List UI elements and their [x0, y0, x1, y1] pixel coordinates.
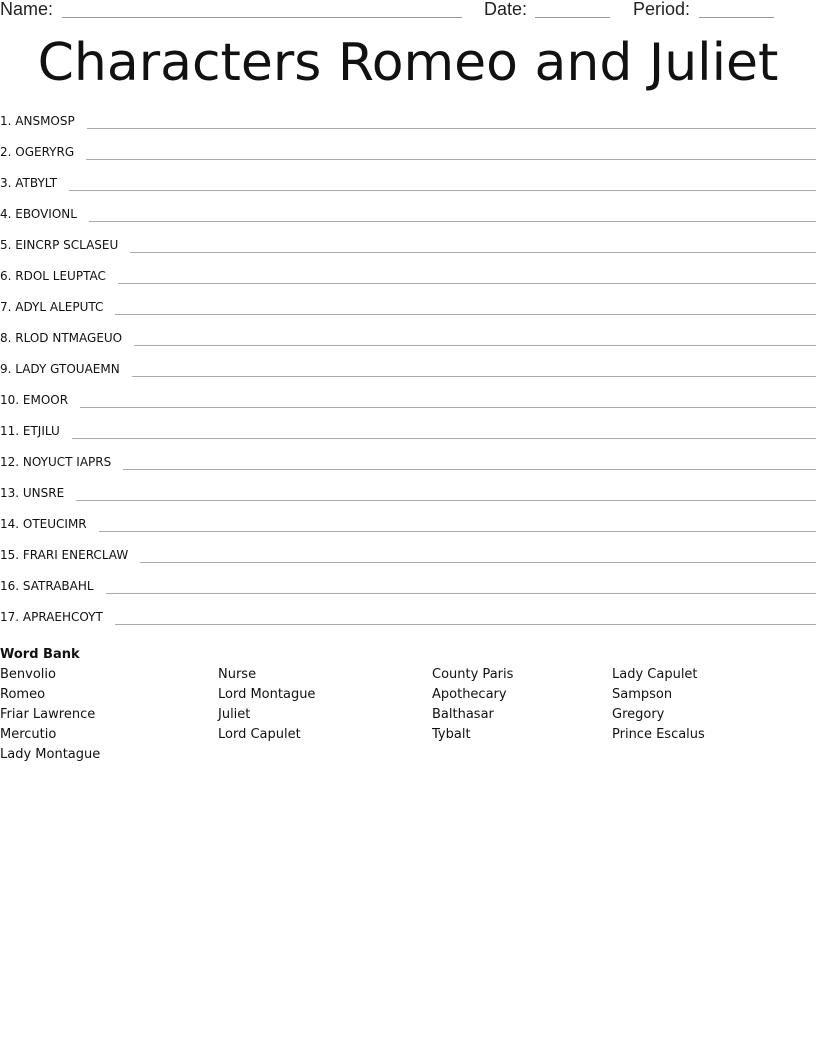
question-row [0, 577, 816, 608]
date-label: Date: [484, 0, 528, 19]
page-title: Characters Romeo and Juliet [37, 33, 779, 93]
question-row [0, 360, 816, 391]
scrambled-word: 7. ADYL ALEPUTC [0, 300, 104, 314]
word-bank-item: Lord Capulet [218, 727, 301, 742]
question-row [0, 236, 816, 267]
word-bank-item: Lord Montague [218, 687, 316, 702]
answer-line[interactable] [87, 112, 816, 129]
answer-line[interactable] [80, 391, 816, 408]
answer-line[interactable] [134, 329, 816, 346]
scrambled-word: 2. OGERYRG [0, 145, 75, 159]
word-bank-item: Nurse [218, 667, 257, 682]
question-row [0, 329, 816, 360]
question-row [0, 205, 816, 236]
scramble-question-list [0, 112, 816, 639]
word-bank-item: Lady Montague [0, 747, 101, 762]
scrambled-word: 5. EINCRP SCLASEU [0, 238, 119, 252]
period-field[interactable] [699, 17, 774, 18]
word-bank-item: Romeo [0, 687, 46, 702]
answer-line[interactable] [115, 298, 816, 315]
question-row [0, 298, 816, 329]
word-bank-item: Sampson [612, 687, 673, 702]
answer-line[interactable] [123, 453, 816, 470]
word-bank-item: Tybalt [432, 727, 471, 742]
scrambled-word: 15. FRARI ENERCLAW [0, 548, 129, 562]
answer-line[interactable] [76, 484, 816, 501]
word-bank-item: Gregory [612, 707, 665, 722]
scrambled-word: 10. EMOOR [0, 393, 69, 407]
word-bank [0, 667, 816, 767]
period-label: Period: [633, 0, 691, 19]
word-bank-item: Juliet [218, 707, 251, 722]
answer-line[interactable] [132, 360, 816, 377]
question-row [0, 391, 816, 422]
question-row [0, 608, 816, 639]
question-row [0, 422, 816, 453]
word-bank-item: Friar Lawrence [0, 707, 96, 722]
question-row [0, 515, 816, 546]
answer-line[interactable] [89, 205, 816, 222]
question-row [0, 174, 816, 205]
question-row [0, 546, 816, 577]
scrambled-word: 17. APRAEHCOYT [0, 610, 103, 624]
question-row [0, 112, 816, 143]
answer-line[interactable] [115, 608, 816, 625]
answer-line[interactable] [72, 422, 816, 439]
word-bank-item: Balthasar [432, 707, 494, 722]
question-row [0, 267, 816, 298]
answer-line[interactable] [140, 546, 816, 563]
question-row [0, 453, 816, 484]
word-bank-title: Word Bank [0, 647, 80, 662]
scrambled-word: 13. UNSRE [0, 486, 65, 500]
scrambled-word: 8. RLOD NTMAGEUO [0, 331, 123, 345]
scrambled-word: 1. ANSMOSP [0, 114, 75, 128]
answer-line[interactable] [69, 174, 816, 191]
name-field[interactable] [62, 17, 462, 18]
answer-line[interactable] [106, 577, 816, 594]
scrambled-word: 16. SATRABAHL [0, 579, 94, 593]
scrambled-word: 9. LADY GTOUAEMN [0, 362, 120, 376]
scrambled-word: 6. RDOL LEUPTAC [0, 269, 106, 283]
word-bank-item: Benvolio [0, 667, 56, 682]
scrambled-word: 12. NOYUCT IAPRS [0, 455, 112, 469]
question-row [0, 484, 816, 515]
word-bank-item: County Paris [432, 667, 514, 682]
word-bank-item: Apothecary [432, 687, 507, 702]
date-field[interactable] [535, 17, 610, 18]
scrambled-word: 11. ETJILU [0, 424, 60, 438]
answer-line[interactable] [130, 236, 816, 253]
answer-line[interactable] [99, 515, 816, 532]
scrambled-word: 14. OTEUCIMR [0, 517, 87, 531]
word-bank-item: Mercutio [0, 727, 57, 742]
worksheet-header [0, 0, 816, 22]
answer-line[interactable] [86, 143, 816, 160]
scrambled-word: 4. EBOVIONL [0, 207, 77, 221]
answer-line[interactable] [118, 267, 816, 284]
question-row [0, 143, 816, 174]
word-bank-item: Lady Capulet [612, 667, 698, 682]
scrambled-word: 3. ATBYLT [0, 176, 58, 190]
name-label: Name: [0, 0, 54, 19]
word-bank-item: Prince Escalus [612, 727, 705, 742]
